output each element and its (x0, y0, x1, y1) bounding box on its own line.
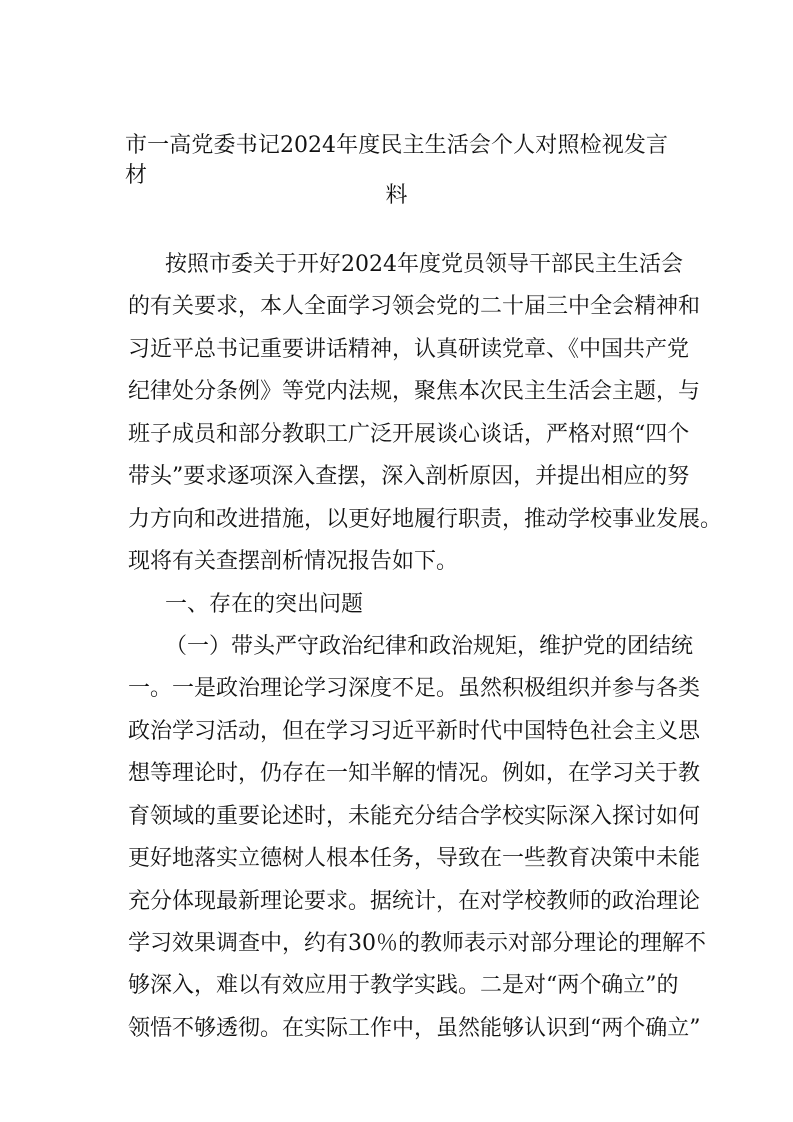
document-title-line-1: 市一高党委书记2024年度民主生活会个人对照检视发言材 (125, 133, 668, 188)
body-text-line: 政治学习活动，但在学习习近平新时代中国特色社会主义思 (128, 718, 701, 744)
document-body (128, 248, 723, 1054)
body-text-line: （一）带头严守政治纪律和政治规矩，维护党的团结统 (165, 633, 694, 659)
body-text-line: 充分体现最新理论要求。据统计，在对学校教师的政治理论 (128, 888, 701, 914)
body-text-line: 现将有关查摆剖析情况报告如下。 (128, 549, 459, 575)
document-title-line-2: 料 (385, 183, 408, 208)
body-text-line: 班子成员和部分教职工广泛开展谈心谈话，严格对照“四个 (128, 421, 690, 447)
body-text-line: 力方向和改进措施，以更好地履行职责，推动学校事业发展。 (128, 506, 723, 532)
body-text-line: 想等理论时，仍存在一知半解的情况。例如，在学习关于教 (128, 761, 701, 787)
body-text-line: 纪律处分条例》等党内法规，聚焦本次民主生活会主题，与 (128, 379, 701, 405)
body-text-line: 更好地落实立德树人根本任务，导致在一些教育决策中未能 (128, 846, 701, 872)
body-text-line: 的有关要求，本人全面学习领会党的二十届三中全会精神和 (128, 294, 701, 320)
body-text-line: 习近平总书记重要讲话精神，认真研读党章、《中国共产党 (128, 336, 690, 362)
body-text-line: 够深入，难以有效应用于教学实践。二是对“两个确立”的 (128, 973, 679, 999)
body-text-line: 一、存在的突出问题 (165, 591, 364, 617)
body-text-line: 领悟不够透彻。在实际工作中，虽然能够认识到“两个确立” (128, 1015, 701, 1041)
body-text-line: 育领域的重要论述时，未能充分结合学校实际深入探讨如何 (128, 803, 701, 829)
body-text-line: 按照市委关于开好2024年度党员领导干部民主生活会 (165, 252, 683, 277)
body-text-line: 一。一是政治理论学习深度不足。虽然积极组织并参与各类 (128, 676, 701, 702)
body-text-line: 学习效果调查中，约有30％的教师表示对部分理论的理解不 (128, 931, 706, 956)
body-text-line: 带头”要求逐项深入查摆，深入剖析原因，并提出相应的努 (128, 464, 690, 490)
